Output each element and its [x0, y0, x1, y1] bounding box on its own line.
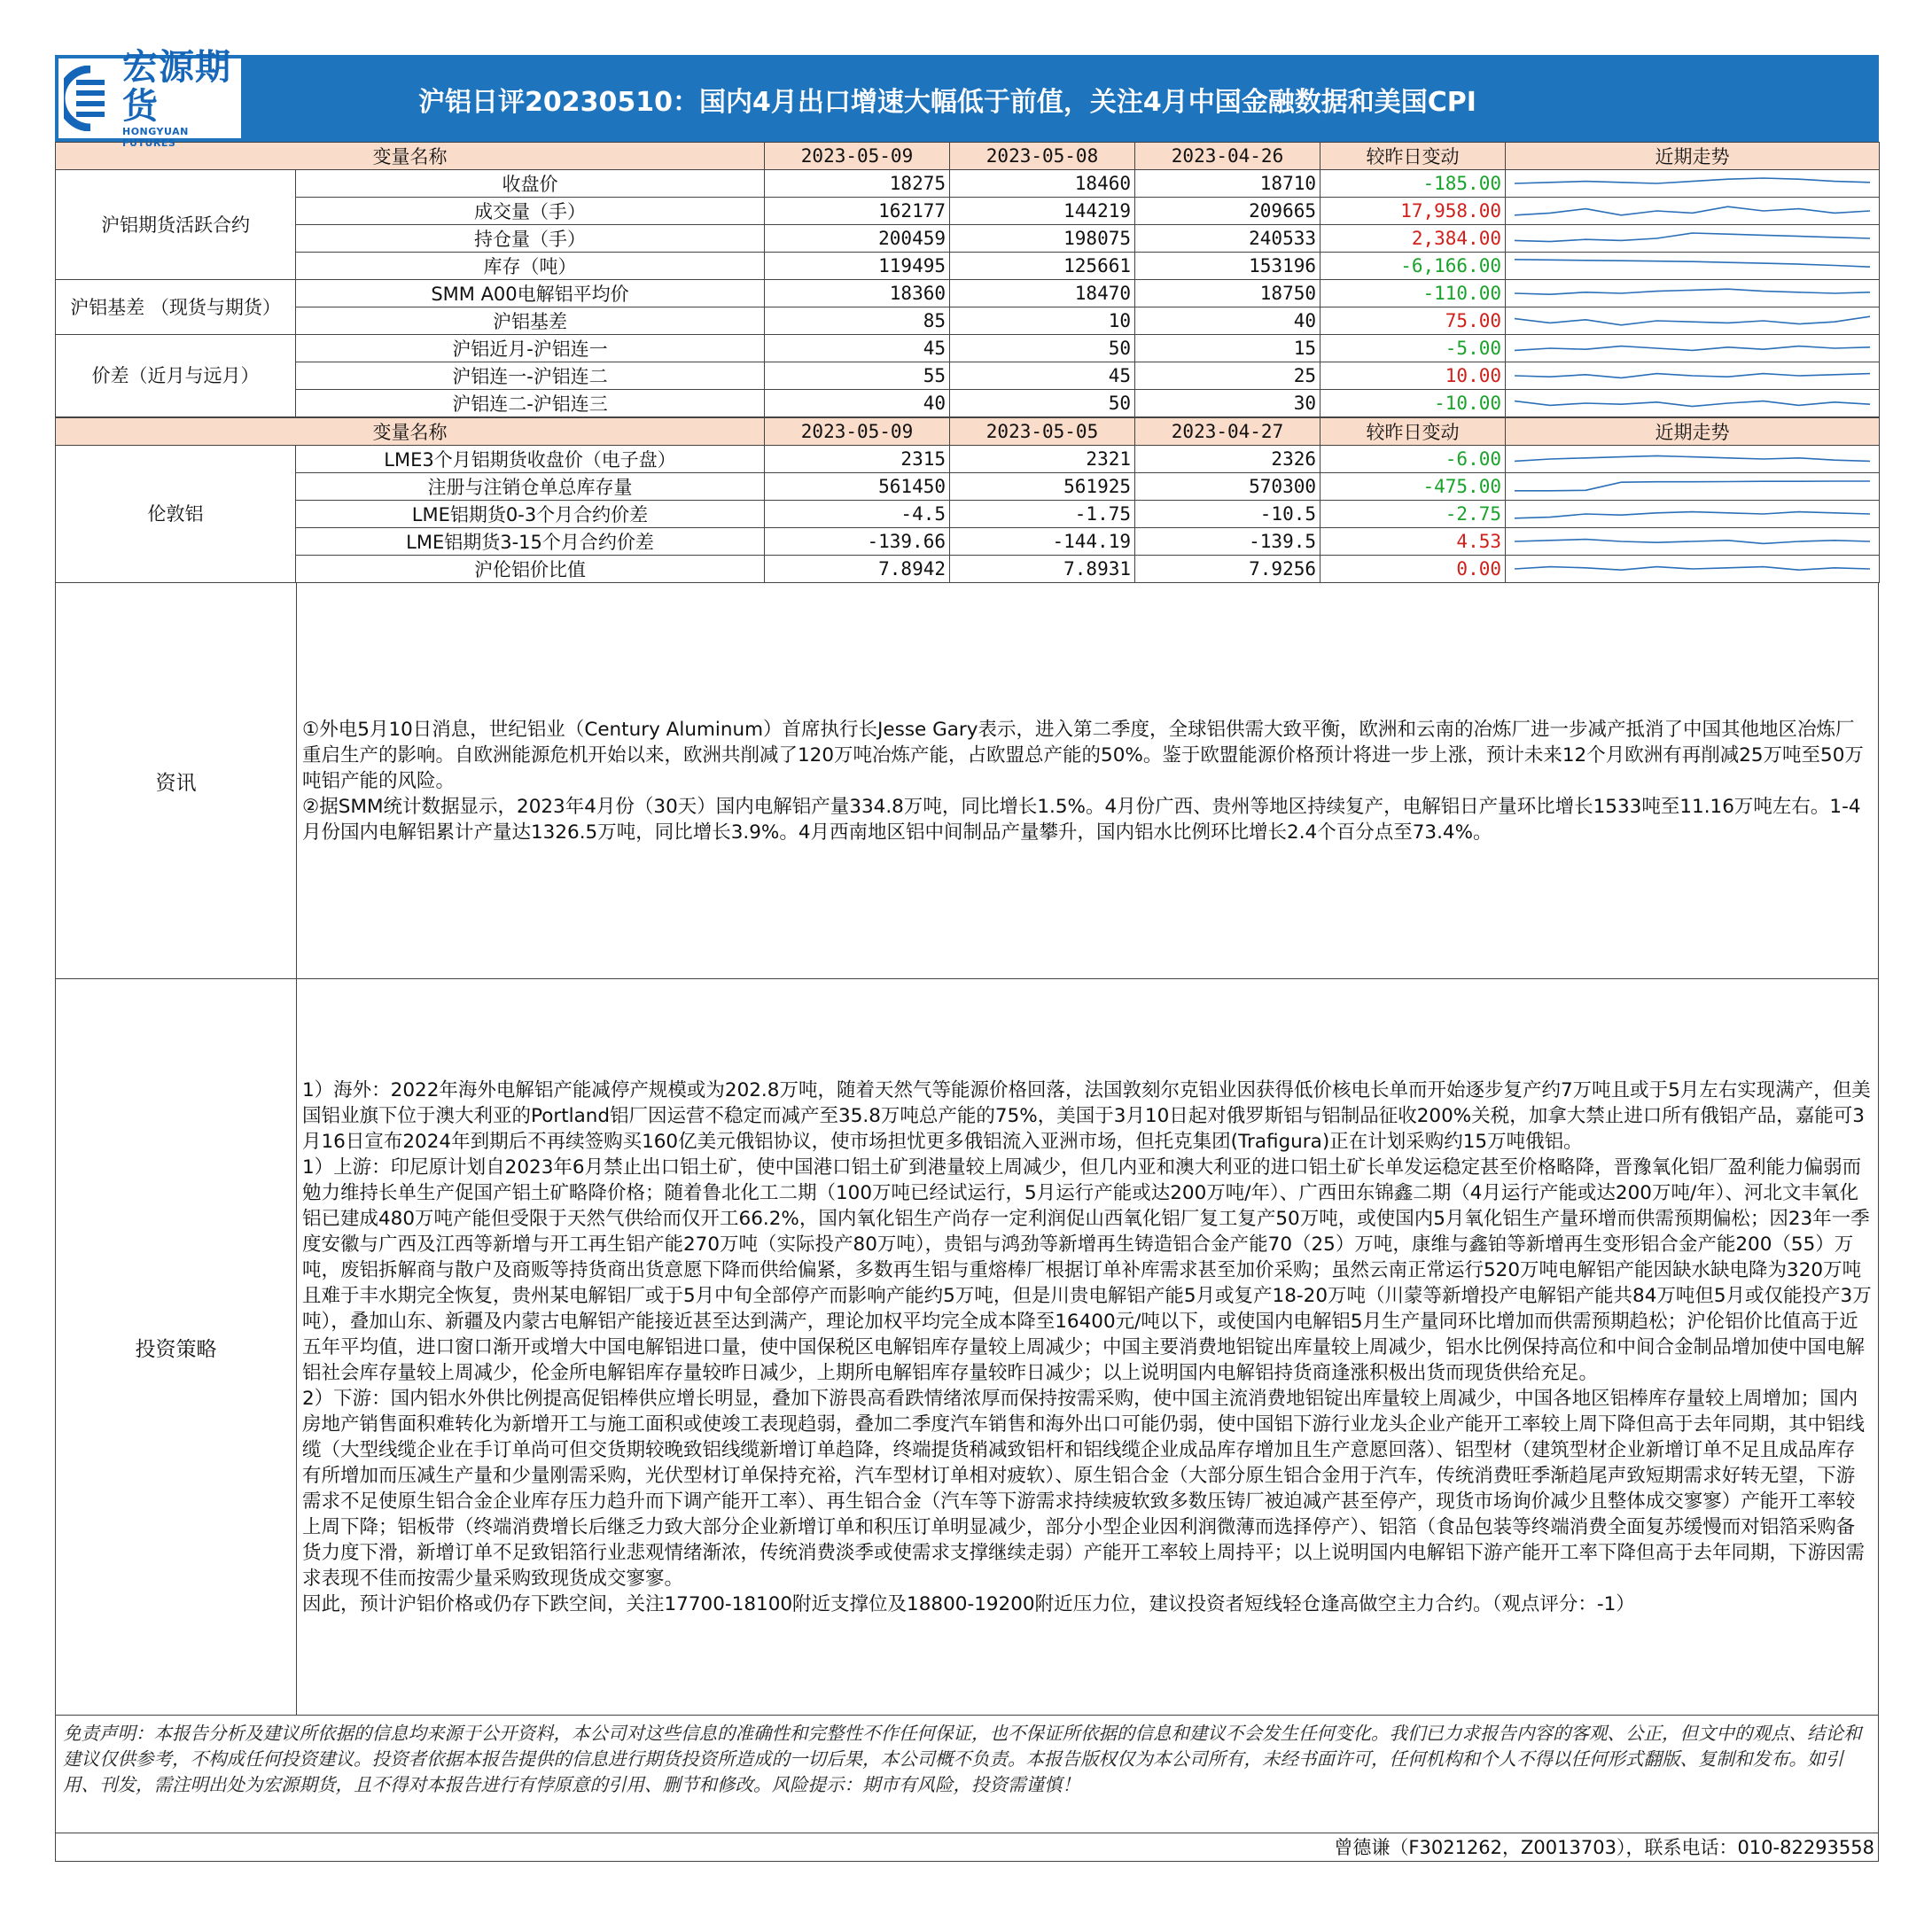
trend-sparkline [1506, 280, 1880, 307]
value-cell: 561925 [950, 473, 1135, 501]
trend-sparkline [1506, 307, 1880, 335]
trend-sparkline [1506, 335, 1880, 362]
change-cell: 75.00 [1320, 307, 1506, 335]
group-label: 沪铝期货活跃合约 [56, 170, 296, 280]
change-cell: -475.00 [1320, 473, 1506, 501]
table-row [56, 253, 1880, 280]
news-body [297, 717, 1878, 845]
column-header: 较昨日变动 [1320, 418, 1506, 446]
value-cell: 45 [765, 335, 950, 362]
report-header [55, 47, 1879, 149]
value-cell: 55 [765, 362, 950, 390]
table-row [56, 473, 1880, 501]
value-cell: 18275 [765, 170, 950, 198]
value-cell: 18470 [950, 280, 1135, 307]
value-cell: 18750 [1135, 280, 1320, 307]
column-header: 近期走势 [1506, 143, 1880, 170]
table-row [56, 280, 1880, 307]
change-cell: -6,166.00 [1320, 253, 1506, 280]
change-cell: 10.00 [1320, 362, 1506, 390]
change-cell: -6.00 [1320, 446, 1506, 473]
strategy-section [55, 979, 1879, 1716]
table-row [56, 335, 1880, 362]
value-cell: -10.5 [1135, 501, 1320, 528]
column-header: 2023-05-08 [950, 143, 1135, 170]
value-cell: 18460 [950, 170, 1135, 198]
strategy-label: 投资策略 [56, 979, 297, 1715]
value-cell: -139.5 [1135, 528, 1320, 556]
value-cell: 7.8931 [950, 556, 1135, 583]
value-cell: 144219 [950, 198, 1135, 225]
trend-sparkline [1506, 225, 1880, 253]
report-title: 沪铝日评20230510：国内4月出口增速大幅低于前值，关注4月中国金融数据和美国CPI [418, 87, 1476, 118]
column-header: 2023-04-26 [1135, 143, 1320, 170]
shanghai-aluminum-table [55, 142, 1880, 417]
table-header-row [56, 418, 1880, 446]
value-cell: 125661 [950, 253, 1135, 280]
change-cell: -10.00 [1320, 390, 1506, 417]
analyst-contact: 曾德谦（F3021262，Z0013703），联系电话：010-82293558 [55, 1833, 1879, 1862]
table-row [56, 528, 1880, 556]
value-cell: 162177 [765, 198, 950, 225]
column-header: 2023-05-09 [765, 418, 950, 446]
value-cell: 50 [950, 390, 1135, 417]
trend-sparkline [1506, 198, 1880, 225]
column-header: 近期走势 [1506, 418, 1880, 446]
trend-sparkline [1506, 253, 1880, 280]
london-aluminum-table [55, 417, 1880, 583]
variable-name: 沪铝基差 [296, 307, 765, 335]
variable-name: 沪铝连一-沪铝连二 [296, 362, 765, 390]
table-row [56, 362, 1880, 390]
strategy-paragraph: 2）下游：国内铝水外供比例提高促铝棒供应增长明显，叠加下游畏高看跌情绪浓厚而保持按需采购，使中国主流消费地铝锭出库量较上周减少，中国各地区铝棒库存量较上周增加；国内房地产销售面积难转化为新增开工与施工面积或使竣工表现趋弱，叠加二季度汽车销售和海外出口可能仍弱，使中国铝下游行业龙头企业产能开工率较上周下降但高于去年同期，其中铝线缆（大型线缆企业在手订单尚可但交货期较晚致铝线缆新增订单趋降，终端提货稍减致铝杆和铝线缆企业成品库存增加且生产意愿回落）、铝型材（建筑型材企业新增订单不足且成品库存有所增加而压减生产量和少量刚需采购，光伏型材订单保持充裕，汽车型材订单相对疲软）、原生铝合金（大部分原生铝合金用于汽车，传统消费旺季渐趋尾声致短期需求好转无望，下游需求不足使原生铝合金企业库存压力趋升而下调产能开工率）、再生铝合金（汽车等下游需求持续疲软致多数压铸厂被迫减产甚至停产，现货市场询价减少且整体成交寥寥）产能开工率较上周下降；铝板带（终端消费增长后继乏力致大部分企业新增订单和积压订单明显减少，部分小型企业因利润微薄而选择停产）、铝箔（食品包装等终端消费全面复苏缓慢而对铝箔采购备货力度下滑，新增订单不足致铝箔行业悲观情绪渐浓，传统消费淡季或使需求支撑继续走弱）产能开工率较上周持平；以上说明国内电解铝下游产能开工率下降但高于去年同期，下游因需求表现不佳而按需少量采购致现货成交寥寥。 [302, 1387, 1866, 1590]
change-cell: 4.53 [1320, 528, 1506, 556]
change-cell: -110.00 [1320, 280, 1506, 307]
table-row [56, 198, 1880, 225]
change-cell: 17,958.00 [1320, 198, 1506, 225]
strategy-paragraph: 1）上游：印尼原计划自2023年6月禁止出口铝土矿，使中国港口铝土矿到港量较上周减少，但几内亚和澳大利亚的进口铝土矿长单发运稳定甚至价格略降，晋豫氧化铝厂盈利能力偏弱而勉力维持长单生产促国产铝土矿略降价格；随着鲁北化工二期（100万吨已经试运行，5月运行产能或达200万吨/年）、广西田东锦鑫二期（4月运行产能或达200万吨/年）、河北文丰氧化铝已建成480万吨产能但受限于天然气供给而仅开工66.2%，国内氧化铝生产尚存一定利润促山西氧化铝厂复工复产50万吨，或使国内5月氧化铝生产量环增而供需预期偏松；因23年一季度安徽与广西及江西等新增与开工再生铝产能270万吨（实际投产80万吨），贵铝与鸿劲等新增再生铸造铝合金产能70（25）万吨，康维与鑫铂等新增再生变形铝合金产能200（55）万吨，废铝拆解商与散户及商贩等持货商出货意愿下降而供给偏紧，多数再生铝与重熔棒厂根据订单补库需求甚至加价采购；虽然云南正常运行520万吨电解铝产能因缺水缺电降为320万吨且难于丰水期完全恢复，贵州某电解铝厂或于5月中旬全部停产而影响产能约5万吨，但是川贵电解铝产能5月或复产18-20万吨（川蒙等新增投产电解铝产能共84万吨但5月或仅能投产3万吨），叠加山东、新疆及内蒙古电解铝产能接近甚至达到满产，理论加权平均完全成本降至16400元/吨以下，或使国内电解铝5月生产量同环比增加而供需预期趋松；沪伦铝价比值高于近五年平均值，进口窗口渐开或增大中国电解铝进口量，使中国保税区电解铝库存量较上周减少；中国主要消费地铝锭出库量较上周减少，铝水比例保持高位和中间合金制品增加使中国电解铝社会库存量较上周减少，伦金所电解铝库存量较昨日减少，上期所电解铝库存量较昨日减少；以上说明国内电解铝持货商逢涨积极出货而现货供给充足。 [302, 1156, 1872, 1384]
trend-sparkline [1506, 556, 1880, 583]
variable-name: 收盘价 [296, 170, 765, 198]
value-cell: 10 [950, 307, 1135, 335]
value-cell: 45 [950, 362, 1135, 390]
change-cell: 2,384.00 [1320, 225, 1506, 253]
news-label: 资讯 [56, 583, 297, 978]
trend-sparkline [1506, 170, 1880, 198]
variable-name: LME铝期货0-3个月合约价差 [296, 501, 765, 528]
column-header: 较昨日变动 [1320, 143, 1506, 170]
variable-name: 沪伦铝价比值 [296, 556, 765, 583]
table-row [56, 390, 1880, 417]
trend-sparkline [1506, 446, 1880, 473]
variable-name: 注册与注销仓单总库存量 [296, 473, 765, 501]
value-cell: 570300 [1135, 473, 1320, 501]
value-cell: 7.9256 [1135, 556, 1320, 583]
variable-name: LME3个月铝期货收盘价（电子盘） [296, 446, 765, 473]
logo-english-name: HONGYUAN FUTURES [122, 126, 189, 149]
value-cell: 209665 [1135, 198, 1320, 225]
news-paragraph: ②据SMM统计数据显示，2023年4月份（30天）国内电解铝产量334.8万吨，同比增长1.5%。4月份广西、贵州等地区持续复产，电解铝日产量环比增长1533吨至11.16万吨左右。1-4月份国内电解铝累计产量达1326.5万吨，同比增长3.9%。4月西南地区铝中间制品产量攀升，国内铝水比例环比增长2.4个百分点至73.4%。 [302, 795, 1861, 844]
value-cell: -144.19 [950, 528, 1135, 556]
group-label: 价差（近月与远月） [56, 335, 296, 417]
value-cell: 40 [1135, 307, 1320, 335]
logo-chinese-name: 宏源期货 [122, 47, 231, 127]
trend-sparkline [1506, 362, 1880, 390]
change-cell: 0.00 [1320, 556, 1506, 583]
trend-sparkline [1506, 501, 1880, 528]
table-row [56, 446, 1880, 473]
trend-sparkline [1506, 528, 1880, 556]
table-row [56, 556, 1880, 583]
strategy-paragraph: 1）海外：2022年海外电解铝产能减停产规模或为202.8万吨，随着天然气等能源价格回落，法国敦刻尔克铝业因获得低价核电长单而开始逐步复产约7万吨且或于5月左右实现满产，但美国铝业旗下位于澳大利亚的Portland铝厂因运营不稳定而减产至35.8万吨总产能的75%，美国于3月10日起对俄罗斯铝与铝制品征收200%关税，加拿大禁止进口所有俄铝产品，嘉能可3月16日宣布2024年到期后不再续签购买160亿美元俄铝协议，使市场担忧更多俄铝流入亚洲市场，但托克集团(Trafigura)正在计划采购约15万吨俄铝。 [302, 1078, 1871, 1153]
variable-name: LME铝期货3-15个月合约价差 [296, 528, 765, 556]
value-cell: 25 [1135, 362, 1320, 390]
column-header: 2023-05-05 [950, 418, 1135, 446]
variable-name: 库存（吨） [296, 253, 765, 280]
value-cell: 240533 [1135, 225, 1320, 253]
trend-sparkline [1506, 473, 1880, 501]
news-section [55, 583, 1879, 979]
change-cell: -5.00 [1320, 335, 1506, 362]
value-cell: 153196 [1135, 253, 1320, 280]
value-cell: 561450 [765, 473, 950, 501]
change-cell: -2.75 [1320, 501, 1506, 528]
group-label: 沪铝基差 （现货与期货） [56, 280, 296, 335]
trend-sparkline [1506, 390, 1880, 417]
strategy-body [297, 1078, 1878, 1617]
value-cell: 30 [1135, 390, 1320, 417]
value-cell: 2321 [950, 446, 1135, 473]
column-header: 变量名称 [56, 143, 765, 170]
value-cell: -1.75 [950, 501, 1135, 528]
logo-emblem-icon [64, 66, 117, 131]
column-header: 2023-05-09 [765, 143, 950, 170]
table-header-row [56, 143, 1880, 170]
table-row [56, 307, 1880, 335]
value-cell: 15 [1135, 335, 1320, 362]
table-row [56, 501, 1880, 528]
table-row [56, 170, 1880, 198]
variable-name: 沪铝近月-沪铝连一 [296, 335, 765, 362]
variable-name: 沪铝连二-沪铝连三 [296, 390, 765, 417]
value-cell: 198075 [950, 225, 1135, 253]
value-cell: 200459 [765, 225, 950, 253]
value-cell: 2326 [1135, 446, 1320, 473]
table-row [56, 225, 1880, 253]
value-cell: 18360 [765, 280, 950, 307]
value-cell: -139.66 [765, 528, 950, 556]
report-page [55, 47, 1879, 1862]
column-header: 2023-04-27 [1135, 418, 1320, 446]
variable-name: SMM A00电解铝平均价 [296, 280, 765, 307]
value-cell: 40 [765, 390, 950, 417]
news-paragraph: ①外电5月10日消息，世纪铝业（Century Aluminum）首席执行长Jesse Gary表示，进入第二季度，全球铝供需大致平衡，欧洲和云南的冶炼厂进一步减产抵消了中国其他地区冶炼厂重启生产的影响。自欧洲能源危机开始以来，欧洲共削减了120万吨冶炼产能，占欧盟总产能的50%。鉴于欧盟能源价格预计将进一步上涨，预计未来12个月欧洲有再削减25万吨至50万吨铝产能的风险。 [302, 718, 1864, 792]
disclaimer: 免责声明：本报告分析及建议所依据的信息均来源于公开资料，本公司对这些信息的准确性和完整性不作任何保证，也不保证所依据的信息和建议不会发生任何变化。我们已力求报告内容的客观、公正，但文中的观点、结论和建议仅供参考，不构成任何投资建议。投资者依据本报告提供的信息进行期货投资所造成的一切后果，本公司概不负责。本报告版权仅为本公司所有，未经书面许可，任何机构和个人不得以任何形式翻版、复制和发布。如引用、刊发，需注明出处为宏源期货，且不得对本报告进行有悖原意的引用、删节和修改。风险提示：期市有风险，投资需谨慎！ [55, 1716, 1879, 1833]
variable-name: 成交量（手） [296, 198, 765, 225]
strategy-paragraph: 因此，预计沪铝价格或仍存下跌空间，关注17700-18100附近支撑位及18800-19200附近压力位，建议投资者短线轻仓逢高做空主力合约。（观点评分：-1） [302, 1592, 1635, 1615]
value-cell: 18710 [1135, 170, 1320, 198]
variable-name: 持仓量（手） [296, 225, 765, 253]
value-cell: 119495 [765, 253, 950, 280]
value-cell: 7.8942 [765, 556, 950, 583]
change-cell: -185.00 [1320, 170, 1506, 198]
group-label: 伦敦铝 [56, 446, 296, 583]
value-cell: 50 [950, 335, 1135, 362]
value-cell: 85 [765, 307, 950, 335]
value-cell: 2315 [765, 446, 950, 473]
value-cell: -4.5 [765, 501, 950, 528]
company-logo [58, 47, 241, 149]
column-header: 变量名称 [56, 418, 765, 446]
